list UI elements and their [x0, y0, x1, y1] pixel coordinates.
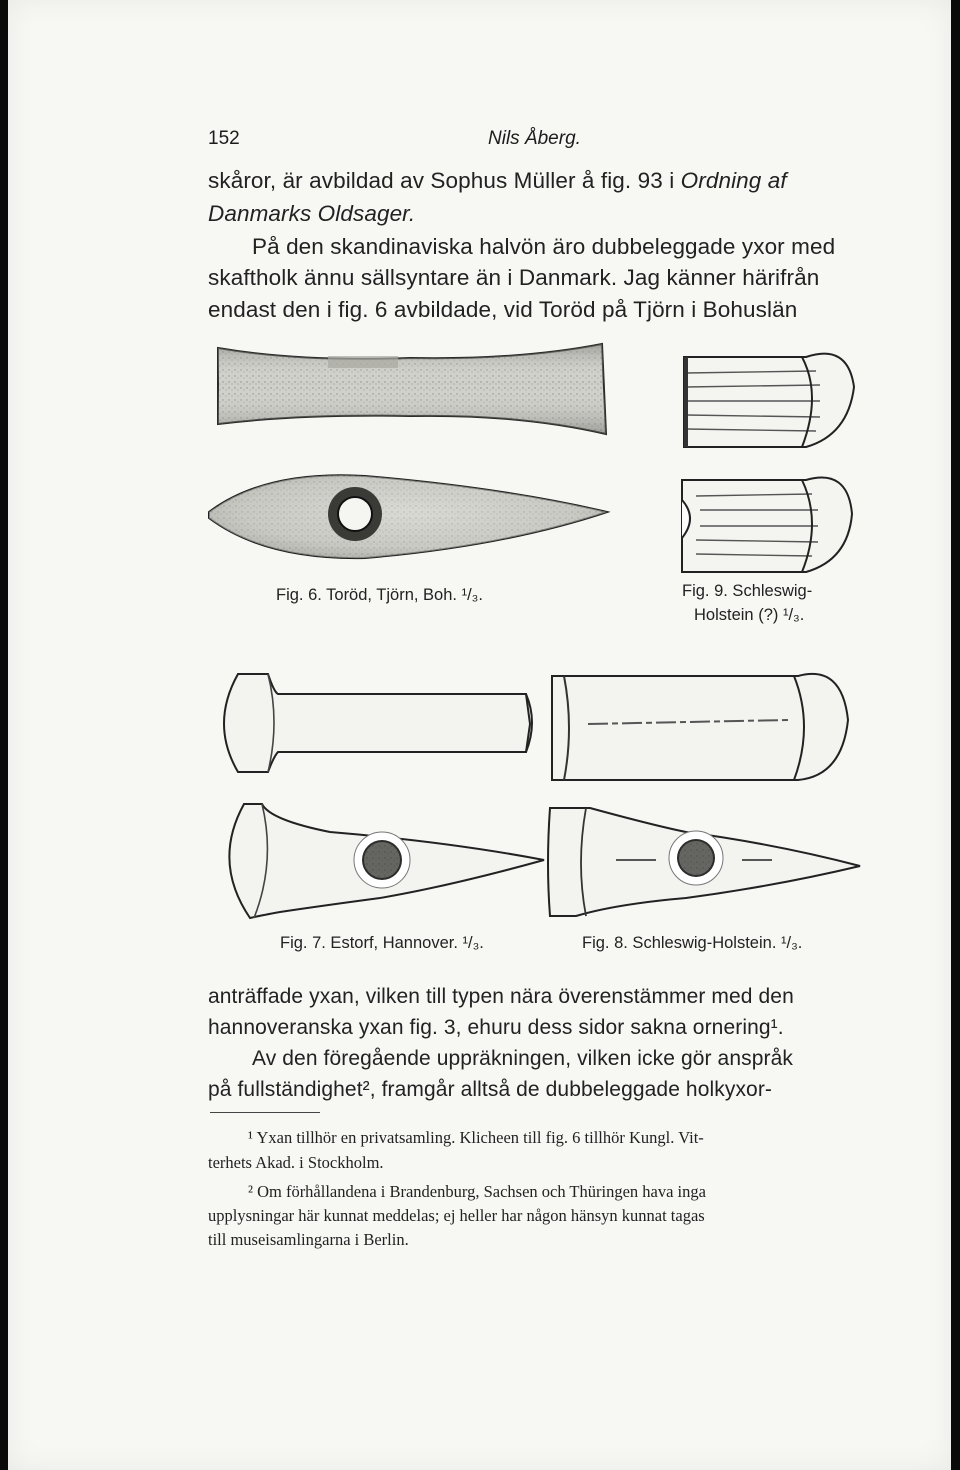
fig9-side-view [676, 335, 856, 455]
page-number: 152 [208, 128, 240, 149]
fig8-top-view [546, 800, 864, 922]
fig6-top-view [205, 462, 610, 580]
caption-fig9-a: Fig. 9. Schleswig- [682, 582, 813, 600]
intro-line-2: Danmarks Oldsager. [208, 201, 416, 226]
intro-line-4: skaftholk ännu sällsyntare än i Danmark. Jag känner härifrån [208, 265, 820, 290]
intro-line-3: På den skandinaviska halvön äro dubbeleggade yxor med [252, 234, 836, 259]
footnote-rule [210, 1112, 320, 1113]
body-line-2: hannoveranska yxan fig. 3, ehuru dess sidor sakna ornering¹. [208, 1016, 784, 1039]
fig7-side-view [208, 666, 538, 778]
footnote-1-line-1: ¹ Yxan tillhör en privatsamling. Klicheen till fig. 6 tillhör Kungl. Vit- [248, 1128, 704, 1147]
footnote-1-line-2: terhets Akad. i Stockholm. [208, 1153, 384, 1172]
footnote-2-line-3: till museisamlingarna i Berlin. [208, 1230, 409, 1249]
footnote-2-line-1: ² Om förhållandena i Brandenburg, Sachsen och Thüringen hava inga [248, 1182, 706, 1201]
intro-line-5: endast den i fig. 6 avbildade, vid Toröd på Tjörn i Bohuslän [208, 297, 798, 322]
fig9-top-view [672, 460, 856, 580]
caption-fig6: Fig. 6. Toröd, Tjörn, Boh. ¹/₃. [276, 586, 483, 604]
fig6-side-view [210, 338, 610, 438]
fig7-top-view [210, 802, 550, 920]
caption-fig9-b: Holstein (?) ¹/₃. [694, 606, 805, 624]
body-line-4: på fullständighet², framgår alltså de dubbeleggade holkyxor- [208, 1078, 773, 1101]
footnote-2-line-2: upplysningar här kunnat meddelas; ej heller har någon hänsyn kunnat tagas [208, 1206, 705, 1225]
caption-fig7: Fig. 7. Estorf, Hannover. ¹/₃. [280, 934, 484, 952]
body-line-3: Av den föregående uppräkningen, vilken icke gör anspråk [252, 1047, 793, 1070]
running-head: Nils Åberg. [488, 128, 581, 149]
fig8-side-view [548, 662, 854, 786]
intro-line-1: skåror, är avbildad av Sophus Müller å fig. 93 i Ordning af [208, 168, 787, 193]
body-line-1: anträffade yxan, vilken till typen nära överenstämmer med den [208, 985, 794, 1008]
caption-fig8: Fig. 8. Schleswig-Holstein. ¹/₃. [582, 934, 803, 952]
